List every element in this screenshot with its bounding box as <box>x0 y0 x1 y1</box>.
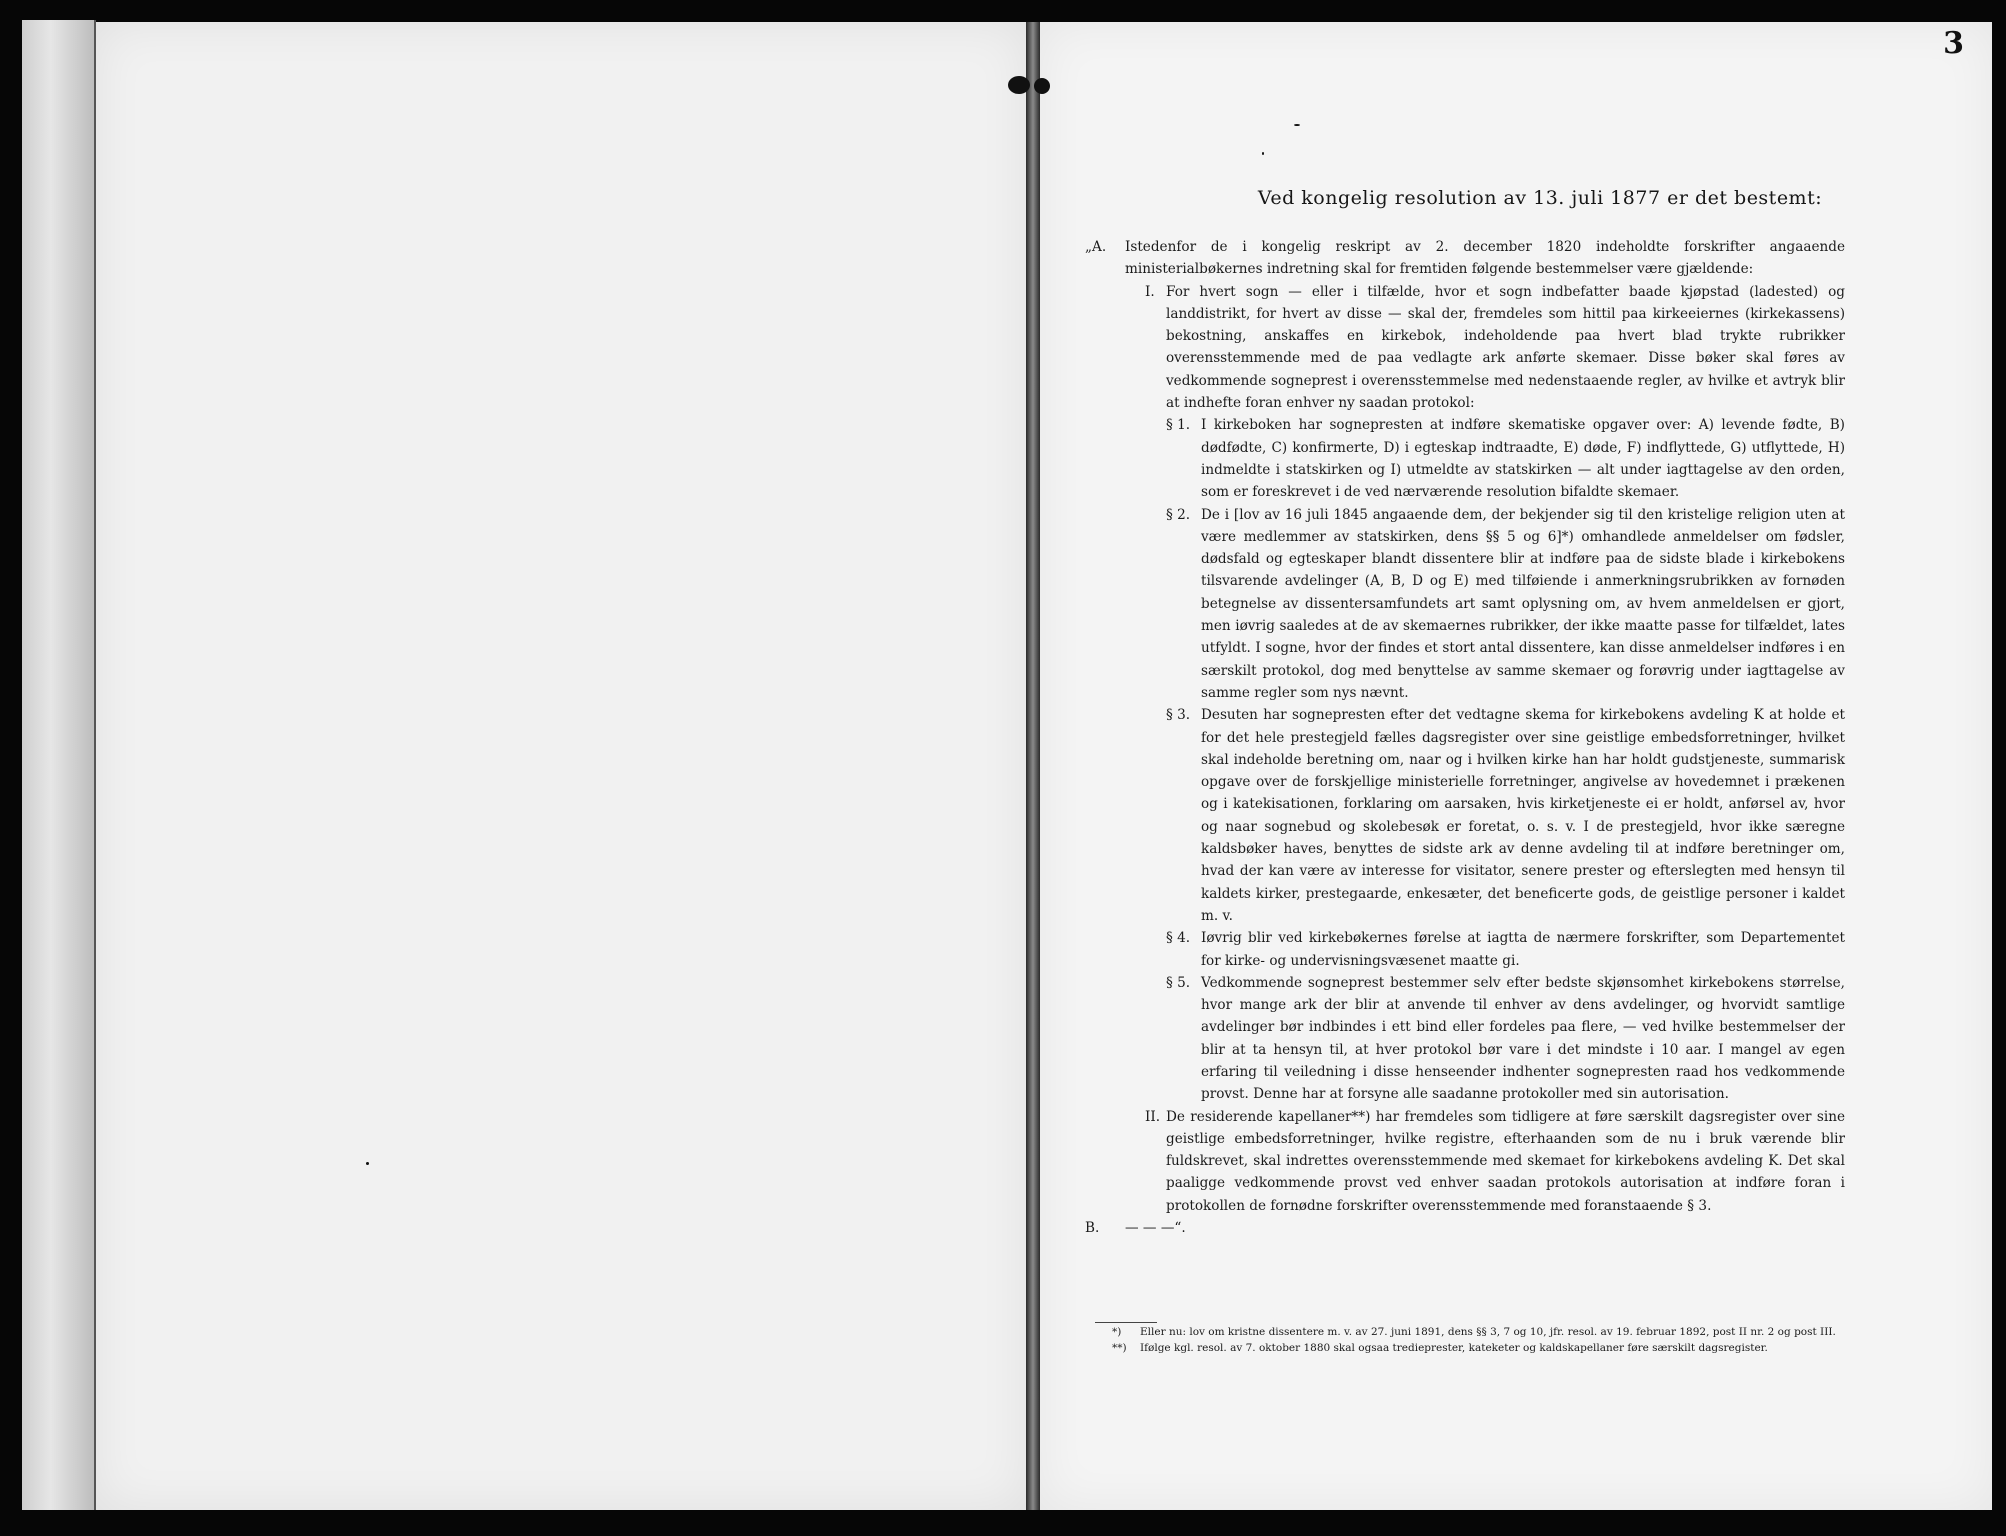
section-text: For hvert sogn — eller i tilfælde, hvor et sogn indbefatter baade kjøpstad (ladested) og landdistrikt, for hvert av disse — skal der, fremdeles som hittil paa kirkeeiernes (kirkekassens) bekostning, anskaffes en kirkebok, indeholdende paa hvert blad trykte rubrikker overensstemmende med de paa vedlagte ark anførte skemaer. Disse bøker skal føres av vedkommende sogneprest i overensstemmelse med nedenstaaende regler, av hvilke et avtryk blir at indhefte foran enhver ny saadan protokol: <box>1166 283 1845 412</box>
section-text: — — —“. <box>1125 1220 1186 1237</box>
section-number: II. <box>1145 1108 1161 1125</box>
footnote-text: Eller nu: lov om kristne dissentere m. v. av 27. juni 1891, dens §§ 3, 7 og 10, jfr. resol. av 19. februar 1892, post II nr. 2 og post III. <box>1140 1326 1836 1338</box>
section-number: „A. <box>1085 239 1107 255</box>
footnote <box>1112 1341 1852 1357</box>
footnote <box>1112 1325 1852 1341</box>
section-text: De residerende kapellaner**) har fremdeles som tidligere at føre særskilt dagsregister over sine geistlige embedsforretninger, hvilke registre, efterhaanden som de nu i bruk værende blir fuldskrevet, skal indrettes overensstemmende med skemaet for kirkebokens avdeling K. Det skal paaligge vedkommende provst ved enhver saadan protokols autorisation at indføre foran i protokollen de fornødne forskrifter overensstemmende med foranstaaende § 3. <box>1166 1108 1845 1214</box>
binding-gutter <box>1026 22 1040 1510</box>
ink-speck <box>366 1162 369 1165</box>
section-paragraph <box>1085 504 1845 705</box>
page-heading: Ved kongelig resolution av 13. juli 1877 er det bestemt: <box>1257 187 1823 209</box>
section-number: § 4. <box>1166 930 1191 947</box>
section-paragraph <box>1085 704 1845 927</box>
section-text: Desuten har sognepresten efter det vedtagne skema for kirkebokens avdeling K at holde et for det hele prestegjeld fælles dagsregister over sine geistlige embedsforretninger, hvilket skal indeholde beretning om, naar og i hvilken kirke han har holdt gudstjeneste, summarisk opgave over de forskjellige ministerielle forretninger, angivelse av hovedemnet i prækenen og i katekisationen, forklaring om aarsaken, hvis kirketjeneste ei er holdt, anførsel av, hvor og naar sognebud og skolebesøk er foretat, o. s. v. I de prestegjeld, hvor ikke særegne kaldsbøker haves, benyttes de sidste ark av denne avdeling til at indføre beretninger om, hvad der kan være av interesse for visitator, senere prester og efterslegten med hensyn til kaldets kirker, prestegaarde, enkesæter, det beneficerte gods, de geistlige personer i kaldet m. v. <box>1201 707 1845 924</box>
section-paragraph <box>1085 1217 1845 1239</box>
footnotes <box>1112 1325 1852 1356</box>
section-number: § 5. <box>1166 974 1191 991</box>
page-stack-edge <box>22 20 96 1510</box>
footnote-mark: **) <box>1112 1341 1127 1354</box>
page-number: 3 <box>1943 26 1964 61</box>
section-number: § 1. <box>1166 417 1191 434</box>
footnote-mark: *) <box>1112 1326 1122 1338</box>
section-paragraph <box>1085 236 1845 281</box>
left-page-blank <box>96 22 1032 1510</box>
section-paragraph <box>1085 972 1845 1106</box>
section-number: I. <box>1145 283 1155 300</box>
section-paragraph <box>1085 414 1845 503</box>
binding-hole-mark <box>1008 76 1030 94</box>
section-number: § 2. <box>1166 506 1191 523</box>
section-text: Vedkommende sogneprest bestemmer selv efter bedste skjønsomhet kirkebokens størrelse, hvor mange ark der blir at anvende til enhver av dens avdelinger, og hvorvidt samtlige avdelinger bør indbindes i ett bind eller fordeles paa flere, — ved hvilke bestemmelser der blir at ta hensyn til, at hver protokol bør vare i det mindste i 10 aar. I mangel av egen erfaring til veiledning i disse henseender indhenter sognepresten raad hos vedkommende provst. Denne har at forsyne alle saadanne protokoller med sin autorisation. <box>1201 974 1845 1103</box>
section-text: Istedenfor de i kongelig reskript av 2. december 1820 indeholdte forskrifter angaaende ministerialbøkernes indretning skal for fremtiden følgende bestemmelser være gjældende: <box>1125 239 1845 278</box>
section-paragraph <box>1085 1106 1845 1217</box>
binding-hole-mark <box>1034 78 1050 94</box>
resolution-text <box>1085 236 1845 1239</box>
section-text: I kirkeboken har sognepresten at indføre skematiske opgaver over: A) levende fødte, B) dødfødte, C) konfirmerte, D) i egteskap indtraadte, E) døde, F) indflyttede, G) utflyttede, H) indmeldte i statskirken og I) utmeldte av statskirken — alt under iagttagelse av den orden, som er foreskrevet i de ved nærværende resolution bifaldte skemaer. <box>1201 417 1845 501</box>
section-paragraph <box>1085 281 1845 415</box>
right-page <box>1040 22 1992 1510</box>
section-text: De i [lov av 16 juli 1845 angaaende dem, der bekjender sig til den kristelige religion uten at være medlemmer av statskirken, dens §§ 5 og 6]*) omhandlede anmeldelser om fødsler, dødsfald og egteskaper blandt dissentere blir at indføre paa de sidste blade i kirkebokens tilsvarende avdelinger (A, B, D og E) med tilføiende i anmerkningsrubrikken av fornøden betegnelse av dissentersamfundets art samt oplysning om, av hvem anmeldelsen er gjort, men iøvrig saaledes at de av skemaernes rubrikker, der ikke maatte passe for tilfældet, lates utfyldt. I sogne, hvor der findes et stort antal dissentere, kan disse anmeldelser indføres i en særskilt protokol, dog med benyttelse av samme skemaer og forøvrig under iagttagelse av samme regler som nys nævnt. <box>1201 506 1845 701</box>
section-text: Iøvrig blir ved kirkebøkernes førelse at iagtta de nærmere forskrifter, som Departementet for kirke- og undervisningsvæsenet maatte gi. <box>1201 930 1845 969</box>
footnote-text: Ifølge kgl. resol. av 7. oktober 1880 skal ogsaa tredieprester, kateketer og kaldskapellaner føre særskilt dagsregister. <box>1140 1341 1768 1354</box>
ink-speck <box>1262 152 1264 155</box>
section-number: B. <box>1085 1220 1100 1237</box>
footnote-divider <box>1095 1322 1157 1323</box>
section-number: § 3. <box>1166 707 1191 724</box>
section-paragraph <box>1085 927 1845 972</box>
ink-speck <box>1294 124 1300 126</box>
